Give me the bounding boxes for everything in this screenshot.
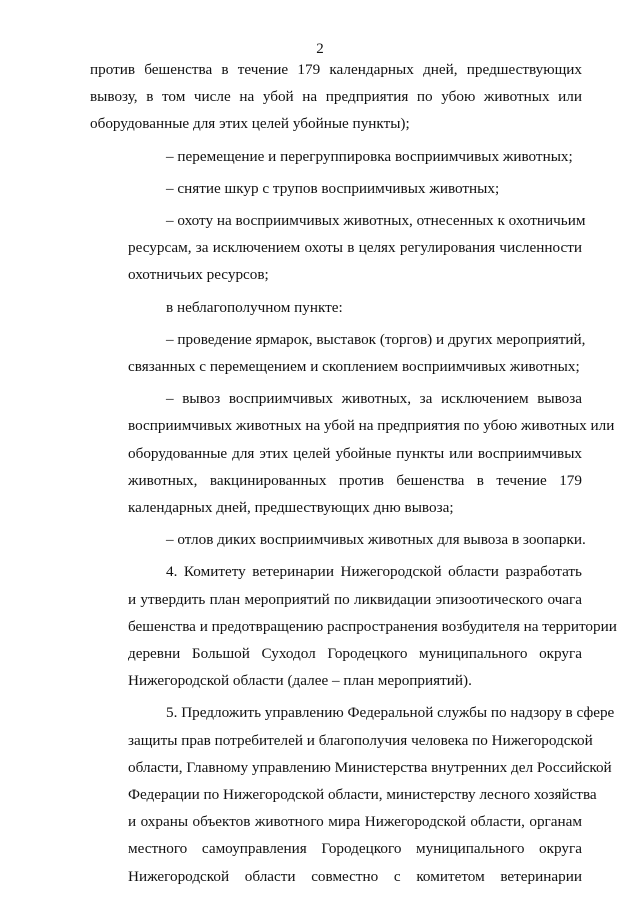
text-line: оборудованные для этих целей убойные пункты); bbox=[90, 115, 410, 133]
paragraph bbox=[90, 294, 582, 321]
text-line: – проведение ярмарок, выставок (торгов) и других мероприятий, bbox=[166, 330, 586, 348]
text-line: Нижегородской области (далее – план мероприятий). bbox=[128, 672, 472, 690]
text-line: в неблагополучном пункте: bbox=[166, 298, 343, 316]
text-line: – охоту на восприимчивых животных, отнесенных к охотничьим bbox=[166, 212, 586, 230]
text-line: – отлов диких восприимчивых животных для вывоза в зоопарки. bbox=[166, 531, 586, 549]
text-line: 5. Предложить управлению Федеральной службы по надзору в сфере bbox=[166, 704, 615, 722]
paragraph bbox=[90, 699, 615, 889]
text-line: оборудованные для этих целей убойные пункты или восприимчивых bbox=[128, 444, 582, 462]
text-line: местного самоуправления Городецкого муниципального округа bbox=[128, 840, 582, 858]
text-line: Федерации по Нижегородской области, министерству лесного хозяйства bbox=[128, 786, 597, 804]
paragraph bbox=[90, 56, 582, 138]
text-line: Нижегородской области совместно с комитетом ветеринарии bbox=[128, 867, 582, 885]
text-line: календарных дней, предшествующих дню вывоза; bbox=[128, 499, 454, 517]
text-line: животных, вакцинированных против бешенства в течение 179 bbox=[128, 471, 582, 489]
text-line: – вывоз восприимчивых животных, за исключением вывоза bbox=[166, 390, 582, 408]
text-line: и утвердить план мероприятий по ликвидации эпизоотического очага bbox=[128, 590, 582, 608]
text-line: – снятие шкур с трупов восприимчивых животных; bbox=[166, 179, 500, 197]
text-line: – перемещение и перегруппировка восприимчивых животных; bbox=[166, 147, 573, 165]
text-line: восприимчивых животных на убой на предприятия по убою животных или bbox=[128, 417, 615, 435]
paragraph bbox=[90, 175, 582, 202]
paragraph bbox=[90, 207, 586, 289]
text-line: и охраны объектов животного мира Нижегородской области, органам bbox=[128, 813, 582, 831]
text-line: охотничьих ресурсов; bbox=[128, 266, 269, 284]
text-line: деревни Большой Суходол Городецкого муниципального округа bbox=[128, 645, 582, 663]
text-line: защиты прав потребителей и благополучия человека по Нижегородской bbox=[128, 731, 593, 749]
paragraph bbox=[90, 385, 615, 521]
text-line: против бешенства в течение 179 календарных дней, предшествующих bbox=[90, 61, 582, 78]
paragraph bbox=[90, 558, 617, 694]
text-line: области, Главному управлению Министерства внутренних дел Российской bbox=[128, 758, 612, 776]
text-line: связанных с перемещением и скоплением восприимчивых животных; bbox=[128, 358, 580, 376]
text-line: вывозу, в том числе на убой на предприятия по убою животных или bbox=[90, 88, 582, 106]
text-line: бешенства и предотвращению распространения возбудителя на территории bbox=[128, 617, 617, 635]
paragraph bbox=[90, 143, 582, 170]
document-body bbox=[90, 56, 617, 890]
text-line: 4. Комитету ветеринарии Нижегородской области разработать bbox=[166, 563, 582, 581]
paragraph bbox=[90, 526, 586, 553]
paragraph bbox=[90, 326, 586, 380]
page-number: 2 bbox=[316, 41, 324, 57]
text-line: ресурсам, за исключением охоты в целях регулирования численности bbox=[128, 239, 582, 257]
